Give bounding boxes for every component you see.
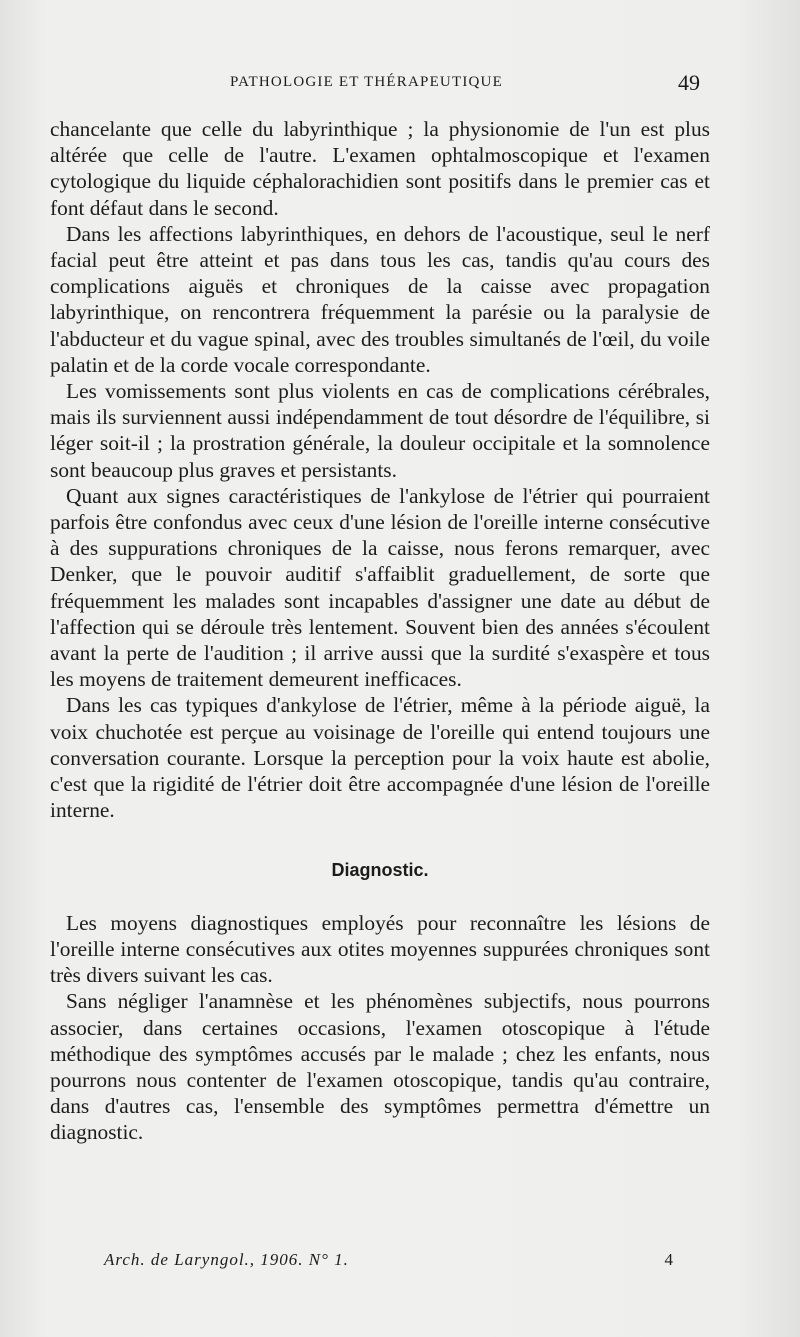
- paragraph: Quant aux signes caractéristiques de l'ankylose de l'étrier qui pourraient parfois être confondus avec ceux d'une lésion de l'oreille interne consécutive à des suppurations chroniques de la caisse, nous ferons remarquer, avec Denker, que le pouvoir auditif s'affaiblit graduellement, de sorte que fréquemment les malades sont incapables d'assigner une date au début de l'affection qui se déroule très lentement. Souvent bien des années s'écoulent avant la perte de l'audition ; il arrive aussi que la surdité s'exaspère et tous les moyens de traitement demeurent inefficaces.: [50, 483, 710, 692]
- footer: [104, 1250, 674, 1270]
- paragraph: chancelante que celle du labyrinthique ; la physionomie de l'un est plus altérée que celle de l'autre. L'examen ophtalmoscopique et l'examen cytologique du liquide céphalorachidien sont positifs dans le premier cas et font défaut dans le second.: [50, 117, 710, 220]
- signature-mark: 4: [664, 1250, 674, 1269]
- page-number: 49: [678, 70, 700, 95]
- section-heading: Diagnostic.: [331, 860, 429, 881]
- running-head: PATHOLOGIE ET THÉRAPEUTIQUE: [230, 74, 503, 90]
- paragraph: Les moyens diagnostiques employés pour reconnaître les lésions de l'oreille interne consécutives aux otites moyennes suppurées chroniques sont très divers suivant les cas.: [50, 910, 710, 988]
- paragraph: Dans les cas typiques d'ankylose de l'étrier, même à la période aiguë, la voix chuchotée est perçue au voisinage de l'oreille qui entend toujours une conversation courante. Lorsque la perception pour la voix haute est abolie, c'est que la rigidité de l'étrier doit être accompagnée d'une lésion de l'oreille interne.: [50, 693, 710, 823]
- paragraph: Dans les affections labyrinthiques, en dehors de l'acoustique, seul le nerf facial peut être atteint et pas dans tous les cas, tandis qu'au cours des complications aiguës et chroniques de la caisse avec propagation labyrinthique, on rencontrera fréquemment la parésie ou la paralysie de l'abducteur et du vague spinal, avec des troubles simultanés de l'œil, du voile palatin et de la corde vocale correspondante.: [50, 221, 710, 377]
- body-text: [50, 116, 710, 1146]
- paragraph: Les vomissements sont plus violents en cas de complications cérébrales, mais ils surviennent aussi indépendamment de tout désordre de l'équilibre, si léger soit-il ; la prostration générale, la douleur occipitale et la somnolence sont beaucoup plus graves et persistants.: [50, 379, 710, 482]
- journal-citation: Arch. de Laryngol., 1906. N° 1.: [104, 1250, 349, 1269]
- paragraph: Sans négliger l'anamnèse et les phénomènes subjectifs, nous pourrons associer, dans certaines occasions, l'examen otoscopique à l'étude méthodique des symptômes accusés par le malade ; chez les enfants, nous pourrons nous contenter de l'examen otoscopique, tandis qu'au contraire, dans d'autres cas, l'ensemble des symptômes permettra d'émettre un diagnostic.: [50, 989, 710, 1145]
